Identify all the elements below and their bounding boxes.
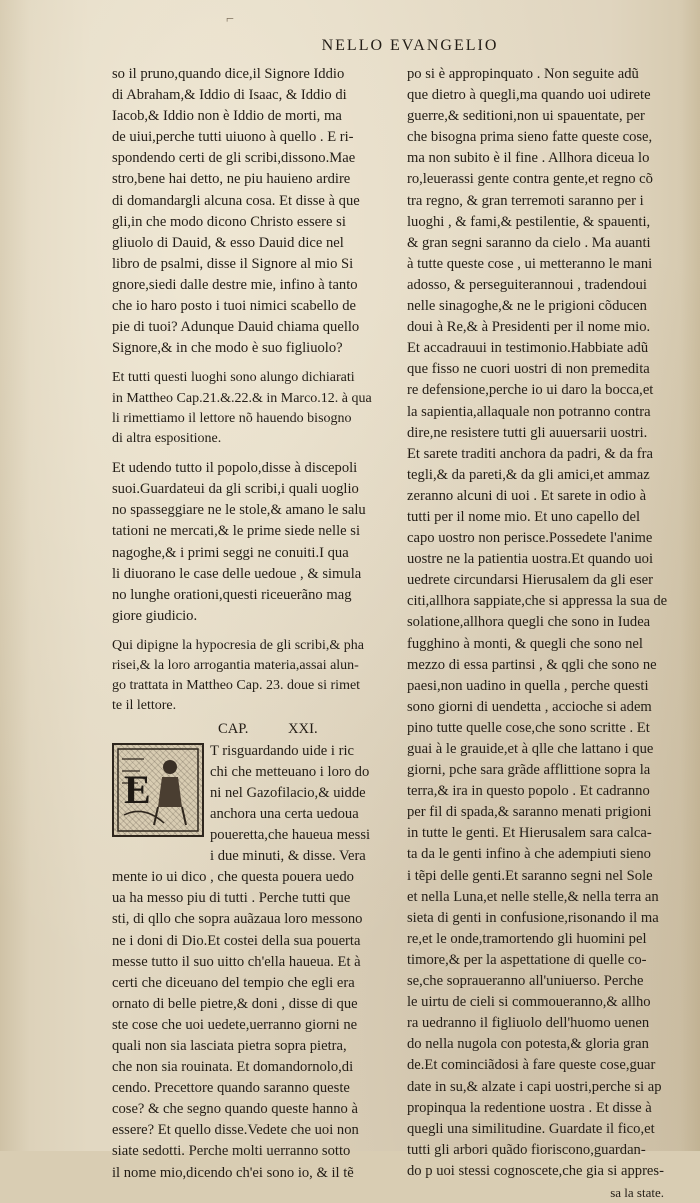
- text-line: i tẽpi delle genti.Et saranno segni nel Sole: [407, 867, 653, 884]
- text-line: ro,leuerassi gente contra gente,et regno cõ: [407, 171, 653, 188]
- text-line: fugghino à monti, & quegli che sono nel: [407, 635, 643, 652]
- text-line: ta da le genti infino à che adempiuti sieno: [407, 846, 651, 863]
- chapter-opening: [112, 741, 394, 868]
- text-line: quegli una similitudine. Guardate il fico,et: [407, 1120, 655, 1137]
- woodcut-initial-icon: [114, 745, 202, 835]
- text-line: à tutte queste cose , ui metteranno le mani: [407, 255, 653, 272]
- text-line: li diuorano le case delle uedoue , & simula: [112, 565, 362, 582]
- text-line: Iacob,& Iddio non è Iddio de morti, ma: [112, 108, 342, 125]
- text-line: ni nel Gazofilacio,& uidde: [210, 784, 366, 801]
- text-line: per fil di spada,& saranno menati prigioni: [407, 804, 652, 821]
- text-line: che io haro posto i tuoi nimici scabello de: [112, 298, 356, 315]
- text-line: ua ha messo piu di tutti . Perche tutti que: [112, 890, 351, 907]
- text-line: libro de psalmi, disse il Signore al mio Si: [112, 255, 354, 272]
- text-line: ra uedranno il figliuolo dell'huomo uenen: [407, 1015, 650, 1032]
- running-head: NELLO EVANGELIO: [321, 37, 499, 54]
- text-line: Et sarete traditi anchora da padri, & da fra: [407, 445, 653, 462]
- text-line: adosso, & perseguiterannoui , tradendoui: [407, 276, 647, 293]
- text-line: propinqua la redentione uostra . Et disse à: [407, 1099, 652, 1116]
- text-line: se,che sopraueranno all'uniuerso. Perche: [407, 973, 644, 990]
- text-line: de uiui,perche tutti uiuono à quello . E ri-: [112, 129, 354, 146]
- text-line: pino tutte quelle cose,che sono scritte . Et: [407, 719, 650, 736]
- text-line: la sapientia,allaquale non potranno contra: [407, 403, 651, 420]
- text-line: tutti gli arbori quãdo fioriscono,guardan-: [407, 1141, 646, 1158]
- text-line: et nella Luna,et nelle stelle,& nella terra an: [407, 888, 659, 905]
- text-line: Et udendo tutto il popolo,disse à discepoli: [112, 460, 358, 477]
- text-line: solatione,allhora quegli che sono in Iudea: [407, 614, 651, 631]
- text-block-3: [112, 867, 394, 1183]
- text-line: giore giudicio.: [112, 607, 198, 624]
- text-line: no spasseggiare ne le stole,& amano le salu: [112, 502, 366, 519]
- text-line: re,et le onde,tramortendo gli huomini pel: [407, 930, 647, 947]
- text-line: & gran segni saranno da cielo . Ma auanti: [407, 234, 651, 251]
- text-line: tutti per il nome mio. Et uno capello del: [407, 508, 641, 525]
- text-line: gnore,siedi dalle destre mie, infino à tanto: [112, 276, 358, 293]
- text-line: mezzo di essa partinsi , & qgli che sono ne: [407, 656, 657, 673]
- text-line: tegli,& da pareti,& da gli amici,et ammaz: [407, 466, 650, 483]
- text-line: sti, di qllo che sopra auãzaua loro messono: [112, 911, 363, 928]
- chapter-heading: [112, 717, 394, 741]
- text-line: do nella nugola con potesta,& gloria gran: [407, 1036, 649, 1053]
- text-line: poueretta,che haueua messi: [210, 827, 371, 844]
- text-line: sono giorni di uendetta , accioche si adem: [407, 698, 652, 715]
- text-line: de.Et cominciãdosi à fare queste cose,guar: [407, 1057, 656, 1074]
- text-line: doui à Re,& à Presidenti per il nome mio.: [407, 319, 651, 336]
- text-line: uostre ne la patientia uostra.Et quando uoi: [407, 551, 653, 568]
- text-line: pie di tuoi? Adunque Dauid chiama quello: [112, 319, 360, 336]
- text-line: luoghi , & fami,& pestilentie, & spauenti,: [407, 213, 651, 230]
- text-line: timore,& per la aspettatione di quelle co-: [407, 951, 647, 968]
- text-line: tationi ne mercati,& le prime siede nelle si: [112, 523, 361, 540]
- text-line: il nome mio,dicendo ch'ei sono io, & il tẽ: [112, 1164, 354, 1181]
- text-line: dire,ne resistere tutti gli auuersarii uostri.: [407, 424, 648, 441]
- text-line: no lunghe orationi,questi riceuerãno mag: [112, 586, 352, 603]
- text-line: ma non subito è il fine . Allhora diceua lo: [407, 150, 650, 167]
- gloss-line: in Mattheo Cap.21.&.22.& in Marco.12. à qua: [112, 390, 372, 406]
- ink-mark-icon: ⌐: [226, 12, 234, 27]
- text-line: quali non sia lasciata pietra sopra pietra,: [112, 1038, 347, 1054]
- gloss-line: Qui dipigne la hypocresia de gli scribi,& pha: [112, 637, 364, 653]
- gloss-line: di altra espositione.: [112, 430, 222, 446]
- woodcut-initial: [112, 743, 204, 837]
- text-line: ste cose che uoi uedete,uerranno giorni ne: [112, 1016, 358, 1033]
- text-line: i due minuti, & disse. Vera: [210, 848, 366, 865]
- text-line: T risguardando uide i ric: [210, 742, 355, 759]
- gloss-block-1: [112, 368, 394, 449]
- text-line: cose? & che segno quando queste hanno à: [112, 1101, 358, 1118]
- text-line: guerre,& seditioni,non ui spauentate, per: [407, 108, 645, 125]
- text-line: date in su,& alzate i capi uostri,perche si ap: [407, 1078, 662, 1095]
- text-line: nelle sinagoghe,& ne le prigioni cõducen: [407, 298, 647, 315]
- text-line: spondendo certi de gli scribi,dissono.Mae: [112, 150, 356, 167]
- gloss-line: te il lettore.: [112, 698, 177, 714]
- text-line: di Abraham,& Iddio di Isaac, & Iddio di: [112, 87, 347, 104]
- text-line: gliuolo di Dauid, & esso Dauid dice nel: [112, 234, 344, 251]
- text-line: sieta di genti in confusione,risonando il ma: [407, 909, 659, 926]
- text-line: re defensione,perche io ui daro la bocca,et: [407, 382, 654, 399]
- right-text-block: [407, 64, 684, 1182]
- text-block-2: [112, 458, 394, 627]
- text-line: do p uoi stessi cognoscete,che gia si appres-: [407, 1162, 664, 1179]
- right-column: [407, 64, 684, 1203]
- text-line: cendo. Precettore quando saranno queste: [112, 1080, 350, 1097]
- gloss-line: Et tutti questi luoghi sono alungo dichiarati: [112, 370, 355, 386]
- text-line: messe tutto il suo uitto ch'ella haueua. Et à: [112, 953, 361, 970]
- text-line: suoi.Guardateui da gli scribi,i quali uoglio: [112, 481, 359, 498]
- gloss-line: li rimettiamo il lettore nõ hauendo bisogno: [112, 410, 352, 426]
- text-line: mente io ui dico , che questa pouera uedo: [112, 869, 354, 886]
- text-line: che bisogna prima sieno fatte queste cose,: [407, 129, 653, 146]
- text-line: nagoghe,& i primi seggi ne conuiti.I qua: [112, 544, 349, 561]
- text-line: in tutte le genti. Et Hierusalem sara calca-: [407, 825, 652, 842]
- text-line: ne i doni di Dio.Et costei della sua pouerta: [112, 932, 361, 949]
- text-line: anchora una certa uedoua: [210, 805, 359, 822]
- text-line: Signore,& in che modo è suo figliuolo?: [112, 340, 343, 357]
- text-line: che non sia rouinata. Et domandornolo,di: [112, 1059, 354, 1076]
- text-line: le uirtu de cieli si commoueranno,& allho: [407, 994, 651, 1011]
- left-column: [112, 64, 394, 1184]
- text-line: stro,bene hai detto, ne piu hauieno ardire: [112, 171, 351, 188]
- text-line: terra,& ira in questo popolo . Et cadranno: [407, 783, 650, 800]
- text-line: giorni, pche sara grãde afflittione sopra la: [407, 762, 651, 779]
- text-line: citi,allhora sappiate,che si appressa la sua de: [407, 593, 668, 610]
- text-block-1: [112, 64, 394, 359]
- text-line: zeranno alcuni di uoi . Et sarete in odio à: [407, 487, 647, 504]
- text-line: so il pruno,quando dice,il Signore Iddio: [112, 66, 345, 82]
- text-line: paesi,non uadino in quella , perche questi: [407, 677, 649, 694]
- text-line: certi che diceuano del tempio che egli era: [112, 974, 355, 991]
- catchword-line: sa la state.: [610, 1184, 664, 1200]
- gloss-block-2: [112, 636, 394, 717]
- text-line: ornato di belle pietre,& doni , disse di que: [112, 995, 358, 1012]
- text-line: capo uostro non perisce.Possedete l'anime: [407, 530, 653, 547]
- gloss-line: go trattata in Mattheo Cap. 23. doue si rimet: [112, 678, 361, 694]
- text-line: siate sedotti. Perche molti uerranno sotto: [112, 1143, 351, 1160]
- text-line: gli,in che modo dicono Christo essere si: [112, 213, 346, 230]
- text-line: essere? Et quello disse.Vedete che uoi non: [112, 1122, 359, 1139]
- svg-text:E: E: [124, 766, 151, 812]
- gloss-line: risei,& la loro arrogantia materia,assai alun-: [112, 658, 359, 674]
- text-line: po si è appropinquato . Non seguite adũ: [407, 66, 639, 82]
- text-line: di domandargli alcuna cosa. Et disse à que: [112, 192, 360, 209]
- text-line: tra regno, & gran terremoti saranno per i: [407, 192, 644, 209]
- text-line: chi che metteuano i loro do: [210, 763, 370, 780]
- text-line: Et accadrauui in testimonio.Habbiate adũ: [407, 340, 649, 357]
- text-line: guai à le grauide,et à qlle che lattano i que: [407, 741, 654, 757]
- chapter-label: CAP.: [218, 720, 249, 737]
- text-line: que dietro à quegli,ma quando uoi udirete: [407, 87, 651, 104]
- chapter-number: XXI.: [288, 720, 318, 737]
- text-line: uedrete circundarsi Hierusalem da gli eser: [407, 572, 653, 589]
- text-line: que fisso ne cuori uostri di non premedita: [407, 361, 650, 378]
